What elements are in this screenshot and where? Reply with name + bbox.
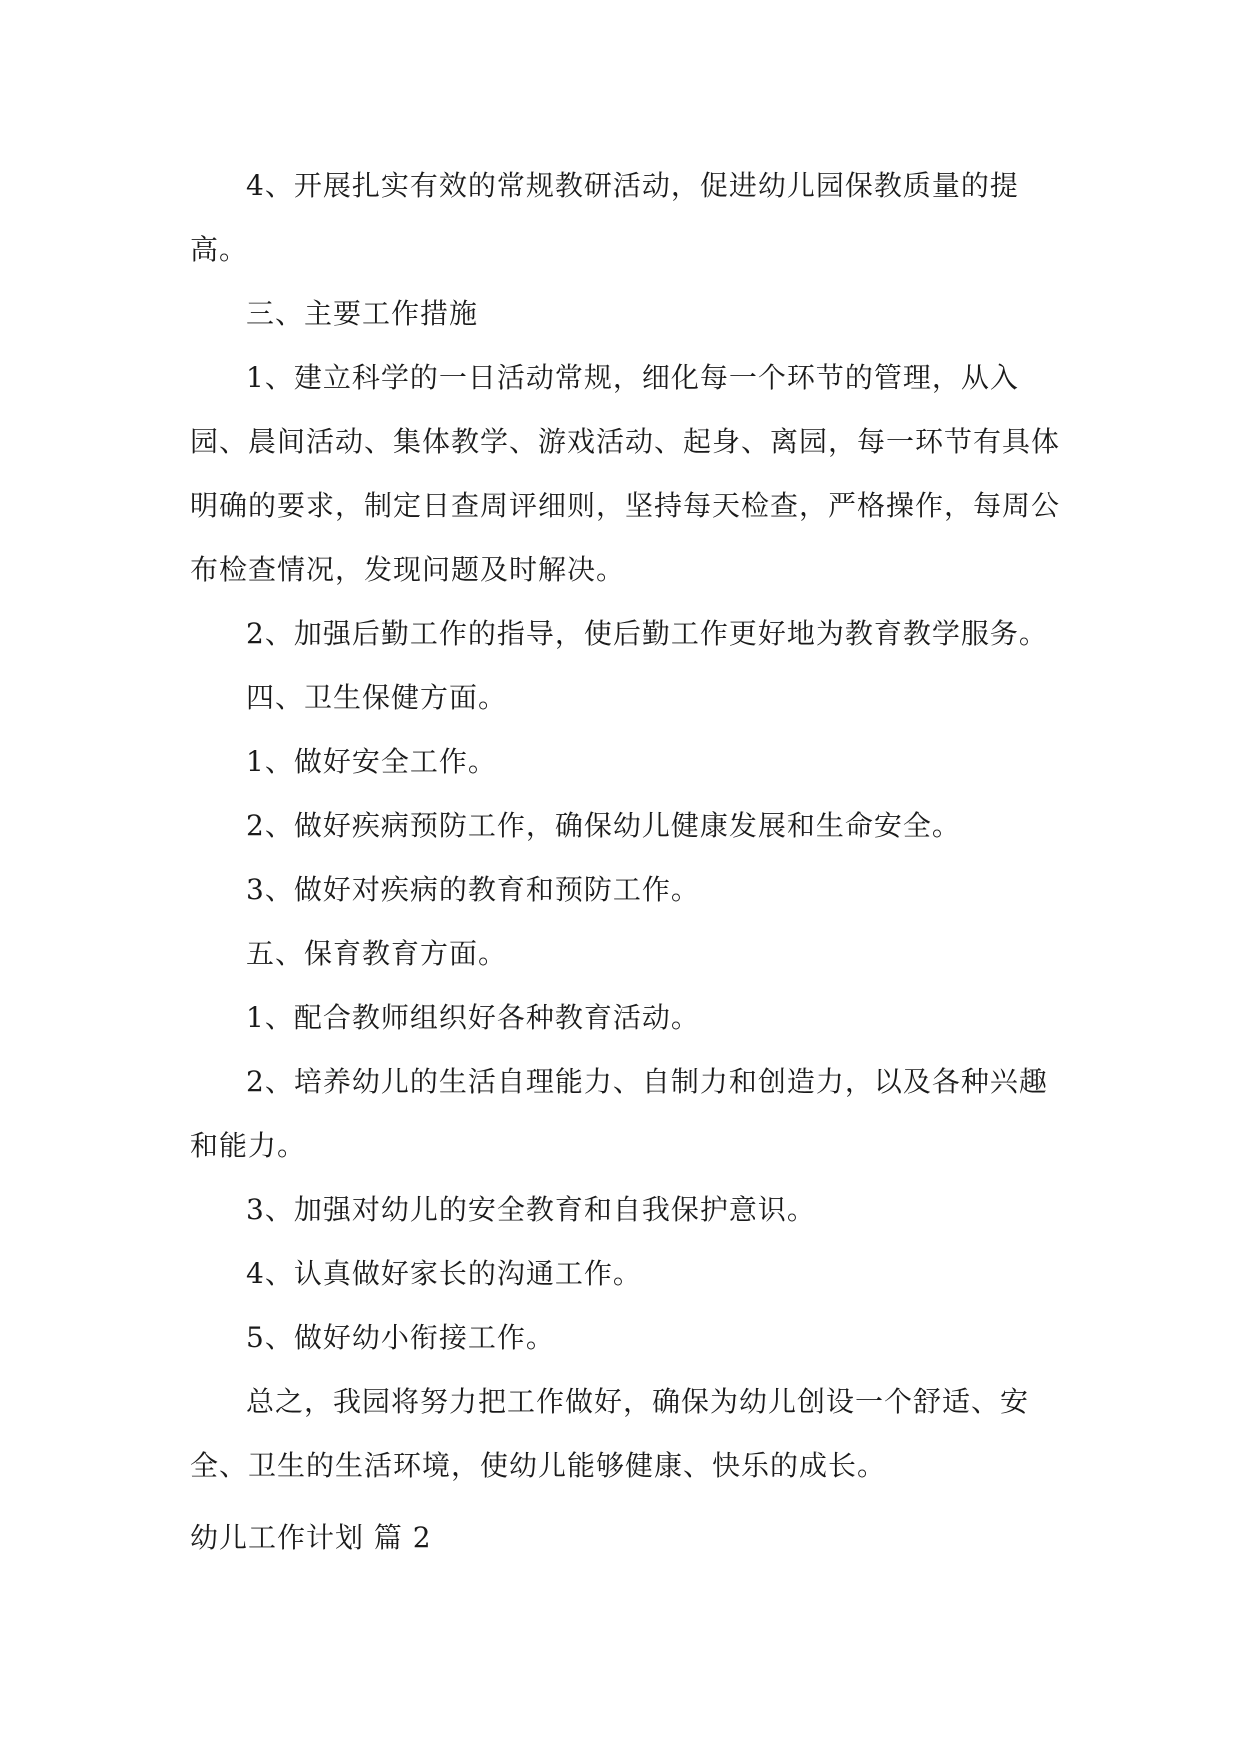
paragraph-self-care: 2、培养幼儿的生活自理能力、自制力和创造力，以及各种兴趣和能力。 (190, 1065, 1048, 1162)
document-body (190, 154, 1070, 1498)
next-section-title: 幼儿工作计划 篇 2 (190, 1521, 432, 1554)
paragraph-conclusion: 总之，我园将努力把工作做好，确保为幼儿创设一个舒适、安全、卫生的生活环境，使幼儿能够健康、快乐的成长。 (190, 1385, 1030, 1482)
paragraph-safety: 1、做好安全工作。 (246, 745, 497, 778)
paragraph-safety-education: 3、加强对幼儿的安全教育和自我保护意识。 (246, 1193, 816, 1226)
paragraph-disease-education: 3、做好对疾病的教育和预防工作。 (246, 873, 700, 906)
section-heading-main-measures: 三、主要工作措施 (246, 297, 479, 330)
paragraph-daily-routine: 1、建立科学的一日活动常规，细化每一个环节的管理，从入园、晨间活动、集体教学、游戏活动、起身、离园，每一环节有具体明确的要求，制定日查周评细则，坚持每天检查，严格操作，每周公布检查情况，发现问题及时解决。 (190, 361, 1061, 586)
paragraph-parent-communication: 4、认真做好家长的沟通工作。 (246, 1257, 642, 1290)
paragraph-teacher-activities: 1、配合教师组织好各种教育活动。 (246, 1001, 700, 1034)
paragraph-item-4-research: 4、开展扎实有效的常规教研活动，促进幼儿园保教质量的提高。 (190, 169, 1019, 266)
paragraph-transition: 5、做好幼小衔接工作。 (246, 1321, 555, 1354)
paragraph-logistics: 2、加强后勤工作的指导，使后勤工作更好地为教育教学服务。 (246, 617, 1048, 650)
section-heading-health: 四、卫生保健方面。 (246, 681, 508, 714)
paragraph-disease-prevention: 2、做好疾病预防工作，确保幼儿健康发展和生命安全。 (246, 809, 961, 842)
section-heading-care-education: 五、保育教育方面。 (246, 937, 508, 970)
